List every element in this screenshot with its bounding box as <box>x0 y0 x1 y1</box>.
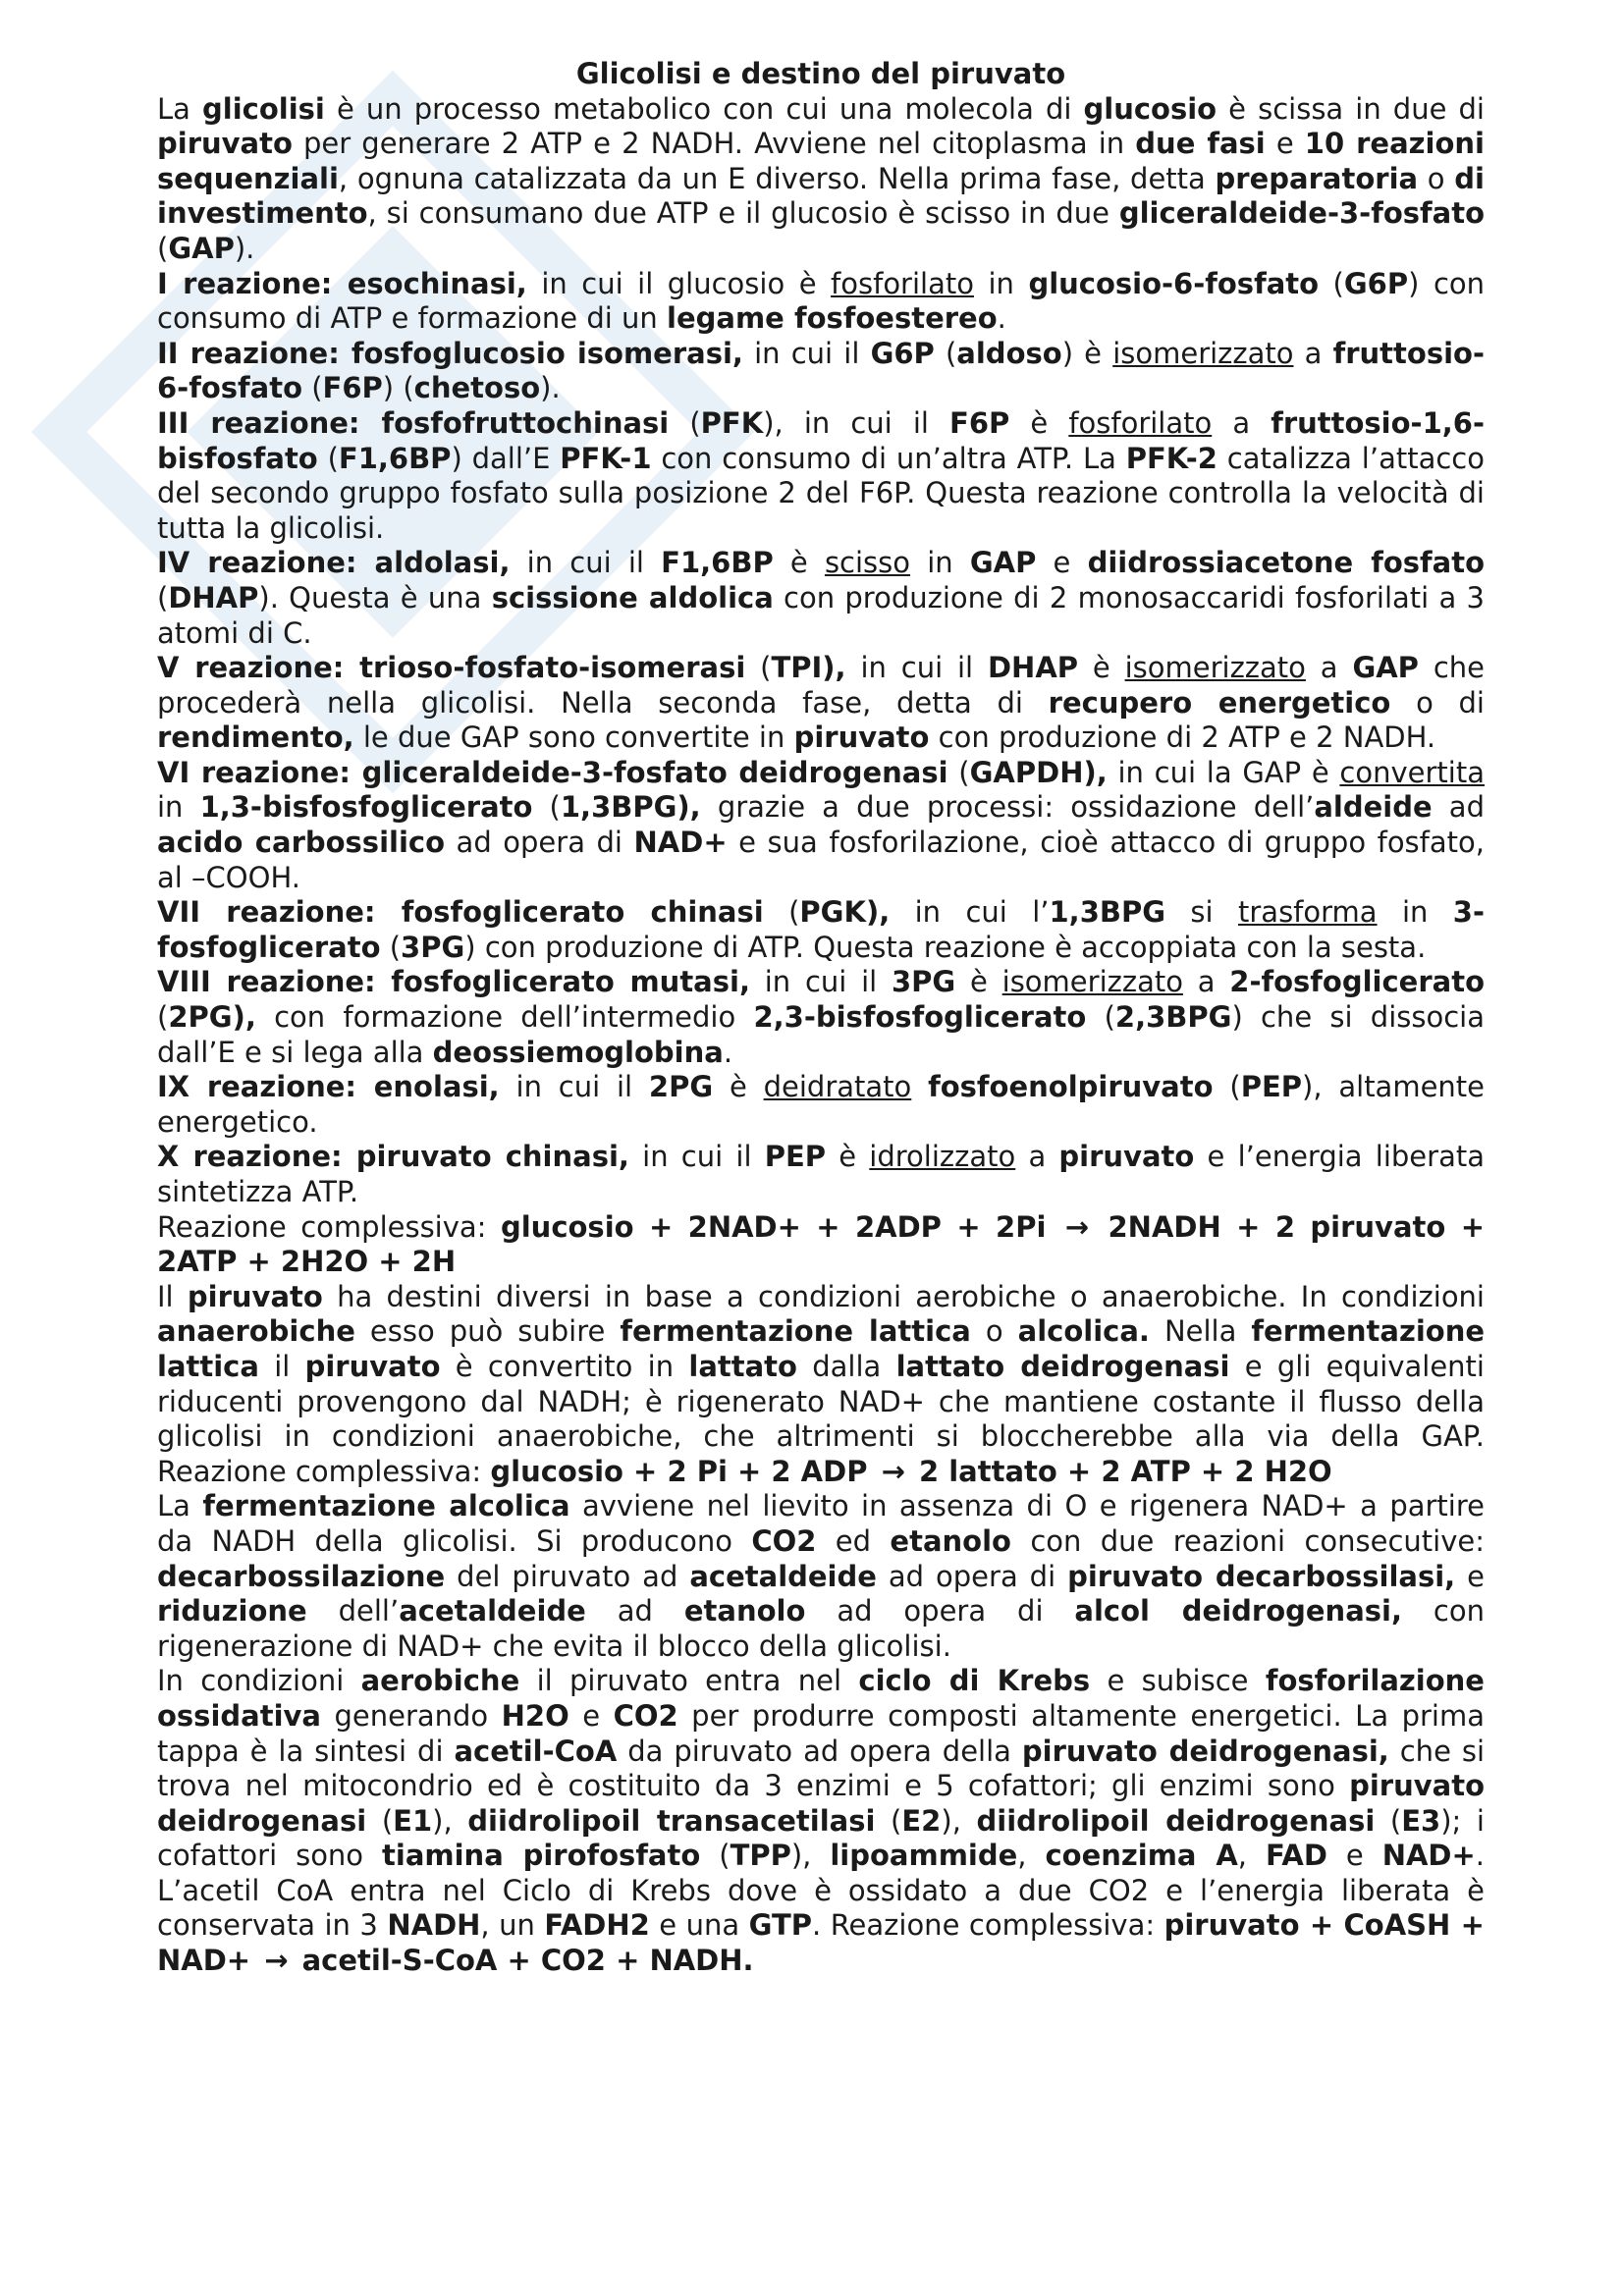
text-run: avviene nel lievito in assenza di O e rigenera NAD+ a partire da NADH della glicolisi. Si producono <box>157 1489 1485 1558</box>
text-run: GAPDH <box>969 755 1084 789</box>
text-run: 2-fosfoglicerato <box>1229 965 1485 999</box>
text-run: ) dall’E <box>451 441 561 475</box>
text-run: fermentazione alcolica <box>202 1489 570 1523</box>
text-run: X reazione: piruvato chinasi, <box>157 1140 629 1174</box>
text-run: è <box>1078 651 1125 685</box>
text-run: in cui il <box>499 1070 649 1104</box>
text-run: riduzione <box>157 1594 307 1629</box>
text-run: IV reazione: aldolasi, <box>157 546 511 580</box>
paragraph <box>157 92 1485 267</box>
text-run: decarbossilazione <box>157 1559 446 1593</box>
text-run: diidrolipoil transacetilasi <box>467 1803 876 1838</box>
text-run: NAD+ <box>633 826 728 860</box>
text-run: . Reazione complessiva: <box>812 1908 1164 1943</box>
text-run: E1 <box>393 1803 433 1838</box>
text-run: 2PG <box>648 1070 714 1104</box>
text-run: ) ( <box>382 371 414 405</box>
text-run: fosforilato <box>1068 405 1213 440</box>
text-run: 3PG <box>401 930 465 964</box>
text-run: ad opera di <box>805 1594 1075 1629</box>
text-run: alcol deidrogenasi, <box>1074 1594 1402 1629</box>
paragraph <box>157 337 1485 406</box>
text-run: del piruvato ad <box>445 1559 690 1593</box>
text-run: III reazione: fosfofruttochinasi <box>157 405 670 440</box>
text-run: ( <box>317 441 339 475</box>
text-run: con formazione dell’intermedio <box>255 1000 754 1035</box>
text-run: ( <box>380 930 402 964</box>
paragraph <box>157 1070 1485 1140</box>
text-run: In condizioni <box>157 1664 361 1698</box>
text-run: in <box>157 790 200 825</box>
text-run: . L’acetil CoA entra nel Ciclo di Krebs dove è ossidato a due CO2 e l’energia liberata è conservata in 3 <box>157 1839 1485 1943</box>
text-run: di investimento <box>157 161 1485 231</box>
text-run: fruttosio-1,6-bisfosfato <box>157 405 1485 475</box>
text-run: , <box>1017 1839 1046 1873</box>
text-run: ), altamente energetico. <box>157 1070 1486 1139</box>
text-run: con produzione di 2 ATP e 2 NADH. <box>929 721 1436 755</box>
text-run: è <box>955 965 1002 999</box>
text-run: ), <box>941 1803 977 1838</box>
text-run: FADH2 <box>544 1908 650 1943</box>
text-run: generando <box>321 1698 502 1733</box>
text-run: con consumo di un’altra ATP. La <box>651 441 1126 475</box>
text-run: è <box>1009 405 1069 440</box>
text-run: ). Questa è una <box>258 580 492 614</box>
text-run: GAP <box>168 231 235 265</box>
text-run: FAD <box>1265 1839 1327 1873</box>
text-run: esso può subire <box>354 1314 621 1349</box>
text-run: ( <box>366 1803 394 1838</box>
text-run: o <box>1418 161 1455 195</box>
text-run: 10 reazioni sequenziali <box>157 127 1486 195</box>
text-run: ciclo di Krebs <box>858 1664 1091 1698</box>
text-run: piruvato + CoASH + NAD+ <box>157 1908 1485 1978</box>
text-run: e <box>1455 1559 1485 1593</box>
text-run: in cui l’ <box>890 895 1050 930</box>
text-run: NADH <box>387 1908 481 1943</box>
text-run: IX reazione: enolasi, <box>157 1070 500 1104</box>
text-run: ) con consumo di ATP e formazione di un <box>157 266 1486 336</box>
text-run: G6P <box>1343 266 1409 300</box>
text-run: è <box>713 1070 764 1104</box>
text-run: piruvato <box>187 1279 323 1313</box>
text-run: 2 lattato + 2 ATP + 2 H2O <box>918 1454 1332 1488</box>
text-run: ) con produzione di ATP. Questa reazione è accoppiata con la sesta. <box>464 930 1427 964</box>
text-run: dell’ <box>306 1594 400 1629</box>
text-run: ), <box>865 895 891 930</box>
text-run: 2NADH + 2 piruvato + 2ATP + 2H2O + 2H <box>157 1209 1485 1279</box>
text-run: GAP <box>969 546 1037 580</box>
text-run: 2,3BPG <box>1114 1000 1232 1035</box>
text-run: ( <box>1213 1070 1241 1104</box>
text-run: 3PG <box>892 965 956 999</box>
text-run: II reazione: fosfoglucosio isomerasi, <box>157 336 743 370</box>
text-run: in cui il <box>845 651 988 685</box>
text-run: 3-fosfoglicerato <box>157 895 1485 964</box>
text-run: ( <box>763 895 800 930</box>
text-run: ( <box>875 1803 902 1838</box>
text-run: è <box>773 546 825 580</box>
text-run: ), <box>432 1803 468 1838</box>
text-run: alcolica. <box>1017 1314 1150 1349</box>
text-run: è un processo metabolico con cui una molecola di <box>324 91 1084 126</box>
text-run: piruvato deidrogenasi <box>157 1769 1485 1838</box>
text-run: , un <box>480 1908 545 1943</box>
text-run: ); i cofattori sono <box>157 1803 1485 1873</box>
text-run: dalla <box>796 1349 896 1383</box>
text-run: grazie a due processi: ossidazione dell’ <box>700 790 1315 825</box>
text-run: e gli equivalenti riducenti provengono dal NADH; è rigenerato NAD+ che mantiene costante il flusso della glicolisi in condizioni anaerobiche, che altrimenti si bloccherebbe alla via della GAP. Reazione complessiva: <box>157 1349 1485 1488</box>
text-run: ). <box>234 231 255 265</box>
text-run: è scissa in due di <box>1217 91 1485 126</box>
text-run: G6P <box>870 336 935 370</box>
text-run: fosfoenolpiruvato <box>928 1070 1214 1104</box>
text-run: ). <box>540 371 561 405</box>
text-run: F1,6BP <box>338 441 452 475</box>
paragraph <box>157 1280 1485 1490</box>
text-run: o <box>970 1314 1018 1349</box>
text-run: ( <box>1086 1000 1115 1035</box>
text-run: preparatoria <box>1215 161 1419 195</box>
text-run: con due reazioni consecutive: <box>1010 1523 1485 1558</box>
text-run: ), <box>822 651 846 685</box>
text-run: GAP <box>1352 651 1419 685</box>
text-run: glucosio + 2NAD+ + 2ADP + 2Pi <box>500 1209 1047 1244</box>
text-run: con produzione di 2 monosaccaridi fosforilati a 3 atomi di C. <box>157 580 1485 650</box>
text-run: V reazione: trioso-fosfato-isomerasi <box>157 651 746 685</box>
paragraph <box>157 406 1485 546</box>
text-run: ), <box>790 1839 831 1873</box>
text-run: due fasi <box>1135 127 1266 161</box>
text-run: CO2 <box>751 1523 817 1558</box>
text-run: 1,3-bisfosfoglicerato <box>199 790 533 825</box>
text-run: isomerizzato <box>1124 651 1306 685</box>
text-run: CO2 <box>613 1698 678 1733</box>
paragraph <box>157 546 1485 651</box>
text-run: ad <box>585 1594 684 1629</box>
document-page <box>157 57 1485 1979</box>
text-run: 1,3BPG <box>560 790 677 825</box>
text-run: diidrossiacetone fosfato <box>1087 546 1486 580</box>
text-run: a <box>1182 965 1230 999</box>
text-run: . <box>723 1035 733 1069</box>
text-run: Il <box>157 1279 188 1313</box>
text-run: PFK <box>700 405 764 440</box>
text-run: F6P <box>949 405 1010 440</box>
text-run: piruvato decarbossilasi, <box>1067 1559 1456 1593</box>
text-run: scisso <box>824 546 911 580</box>
text-run: VIII reazione: fosfoglicerato mutasi, <box>157 965 750 999</box>
paragraph <box>157 895 1485 965</box>
text-run: e <box>568 1698 614 1733</box>
text-run: piruvato <box>304 1349 441 1383</box>
text-run: trasforma <box>1238 895 1378 930</box>
text-run: scissione aldolica <box>491 580 774 614</box>
text-run: TPI <box>771 651 823 685</box>
text-run: glicolisi <box>202 91 325 126</box>
text-run: ( <box>157 1000 169 1035</box>
text-run: NAD+ <box>1381 1839 1476 1873</box>
text-run: anaerobiche <box>157 1314 355 1349</box>
text-run: piruvato <box>157 127 293 161</box>
text-run: chetoso <box>413 371 541 405</box>
text-run: a <box>1212 405 1271 440</box>
text-run: acetaldeide <box>399 1594 586 1629</box>
text-run: ad opera di <box>876 1559 1068 1593</box>
text-run: le due GAP sono convertite in <box>353 721 794 755</box>
text-run: acetil-CoA <box>454 1734 618 1768</box>
text-run: etanolo <box>890 1523 1011 1558</box>
text-run: ) è <box>1061 336 1113 370</box>
text-run: aerobiche <box>360 1664 520 1698</box>
text-run: La <box>157 1489 203 1523</box>
arrow-icon: → <box>1050 1209 1105 1244</box>
text-run: ad <box>1432 790 1485 825</box>
text-run: recupero energetico <box>1048 685 1391 720</box>
text-run: H2O <box>501 1698 569 1733</box>
text-run: ( <box>947 755 970 789</box>
text-run: ), <box>1083 755 1108 789</box>
text-run: per generare 2 ATP e 2 NADH. Avviene nel citoplasma in <box>292 127 1136 161</box>
text-run: ( <box>745 651 772 685</box>
text-run: fosforilato <box>831 266 974 300</box>
paragraph <box>157 1210 1485 1280</box>
text-run: deossiemoglobina <box>432 1035 724 1069</box>
text-run: GTP <box>748 1908 812 1943</box>
text-run: e una <box>649 1908 749 1943</box>
text-run: a <box>1015 1140 1059 1174</box>
text-run: è <box>826 1140 870 1174</box>
text-run: a <box>1293 336 1333 370</box>
text-run: in <box>910 546 970 580</box>
text-run: o di <box>1390 685 1485 720</box>
text-run: ( <box>700 1839 730 1873</box>
text-run: glucosio + 2 Pi + 2 ADP <box>490 1454 868 1488</box>
paragraph <box>157 756 1485 895</box>
text-run: . <box>997 301 1006 336</box>
text-run: PEP <box>1240 1070 1303 1104</box>
text-run: catalizza l’attacco del secondo gruppo fosfato sulla posizione 2 del F6P. Questa reazione controlla la velocità di tutta la glicolisi. <box>157 441 1485 545</box>
text-run: e <box>1326 1839 1382 1873</box>
arrow-icon: → <box>254 1944 298 1978</box>
text-run: ( <box>1319 266 1344 300</box>
text-run: ), in cui il <box>763 405 950 440</box>
text-run: ad opera di <box>445 826 634 860</box>
text-run: VII reazione: fosfoglicerato chinasi <box>157 895 764 930</box>
document-body <box>157 92 1485 1979</box>
text-run: ( <box>157 231 169 265</box>
text-run: ), <box>232 1000 256 1035</box>
text-run: acido carbossilico <box>157 826 446 860</box>
text-run: glucosio-6-fosfato <box>1028 266 1320 300</box>
text-run: piruvato <box>1058 1140 1195 1174</box>
text-run: e <box>1036 546 1088 580</box>
text-run: e sua fosforilazione, cioè attacco di gruppo fosfato, al –COOH. <box>157 826 1485 894</box>
text-run: etanolo <box>683 1594 806 1629</box>
text-run: PEP <box>764 1140 827 1174</box>
text-run: in cui il glucosio è <box>526 266 832 300</box>
text-run: PFK-1 <box>560 441 652 475</box>
text-run: per produrre composti altamente energetici. La prima tappa è la sintesi di <box>157 1698 1485 1768</box>
text-run: glucosio <box>1083 91 1217 126</box>
text-run: PFK-2 <box>1125 441 1217 475</box>
text-run: 2,3-bisfosfoglicerato <box>753 1000 1087 1035</box>
text-run: PGK <box>799 895 866 930</box>
text-run: lattato <box>688 1349 797 1383</box>
text-run: e subisce <box>1090 1664 1266 1698</box>
text-run: fruttosio-6-fosfato <box>157 336 1485 405</box>
text-run: Nella <box>1149 1314 1252 1349</box>
text-run: tiamina pirofosfato <box>382 1839 701 1873</box>
text-run: 1,3BPG <box>1049 895 1166 930</box>
text-run: in cui il <box>628 1140 765 1174</box>
paragraph <box>157 267 1485 337</box>
text-run: , ognuna catalizzata da un E diverso. Nella prima fase, detta <box>338 161 1216 195</box>
text-run: in cui la GAP è <box>1107 755 1340 789</box>
text-run: ha destini diversi in base a condizioni aerobiche o anaerobiche. In condizioni <box>322 1279 1485 1313</box>
text-run: ( <box>1375 1803 1402 1838</box>
text-run: e l’energia liberata sintetizza ATP. <box>157 1140 1485 1208</box>
text-run: da piruvato ad opera della <box>617 1734 1022 1768</box>
text-run: acetaldeide <box>689 1559 877 1593</box>
text-run: , si consumano due ATP e il glucosio è scisso in due <box>367 196 1119 231</box>
text-run: il <box>258 1349 305 1383</box>
text-run: lattato deidrogenasi <box>895 1349 1230 1383</box>
arrow-icon: → <box>871 1454 915 1488</box>
text-run: DHAP <box>168 580 259 614</box>
text-run: ( <box>302 371 323 405</box>
text-run: , <box>1237 1839 1266 1873</box>
text-run: in <box>1377 895 1453 930</box>
text-run: Reazione complessiva: <box>157 1209 501 1244</box>
text-run: F6P <box>322 371 383 405</box>
text-run: a <box>1305 651 1353 685</box>
text-run: ( <box>934 336 957 370</box>
text-run: TPP <box>730 1839 791 1873</box>
text-run: è convertito in <box>440 1349 689 1383</box>
text-run: isomerizzato <box>1112 336 1294 370</box>
text-run: isomerizzato <box>1001 965 1183 999</box>
document-title: Glicolisi e destino del piruvato <box>575 57 1066 90</box>
text-run: ( <box>532 790 561 825</box>
text-run: ed <box>816 1523 891 1558</box>
paragraph <box>157 1664 1485 1978</box>
text-run: E2 <box>901 1803 942 1838</box>
text-run: in <box>973 266 1029 300</box>
text-run: I reazione: esochinasi, <box>157 266 527 300</box>
text-run: VI reazione: gliceraldeide-3-fosfato deidrogenasi <box>157 755 948 789</box>
text-run: E3 <box>1401 1803 1441 1838</box>
text-run: legame fosfoestereo <box>667 301 998 336</box>
text-run: ), <box>676 790 701 825</box>
text-run: che si trova nel mitocondrio ed è costituito da 3 enzimi e 5 cofattori; gli enzimi sono <box>157 1734 1486 1803</box>
text-run <box>911 1070 928 1103</box>
text-run: il piruvato entra nel <box>519 1664 859 1698</box>
text-run: aldoso <box>956 336 1062 370</box>
text-run: F1,6BP <box>661 546 774 580</box>
text-run: coenzima A <box>1045 1839 1238 1873</box>
text-run: lipoammide <box>830 1839 1018 1873</box>
text-run: aldeide <box>1314 790 1433 825</box>
text-run: convertita <box>1339 755 1485 789</box>
text-run: deidratato <box>763 1070 912 1104</box>
text-run: fermentazione lattica <box>620 1314 971 1349</box>
text-run: DHAP <box>987 651 1079 685</box>
text-run: e <box>1265 127 1305 161</box>
text-run: in cui il <box>742 336 871 370</box>
text-run: piruvato <box>793 721 930 755</box>
text-run: rendimento, <box>157 721 354 755</box>
text-run: ( <box>669 405 701 440</box>
text-run: diidrolipoil deidrogenasi <box>976 1803 1376 1838</box>
paragraph <box>157 651 1485 756</box>
text-run: 2PG <box>168 1000 233 1035</box>
text-run: fosforilazione ossidativa <box>157 1664 1485 1733</box>
text-run: che procederà nella glicolisi. Nella seconda fase, detta di <box>157 651 1485 720</box>
text-run: La <box>157 91 203 126</box>
text-run: gliceraldeide-3-fosfato <box>1118 196 1485 231</box>
paragraph <box>157 1489 1485 1664</box>
text-run: ( <box>157 580 169 614</box>
text-run: in cui il <box>510 546 662 580</box>
text-run: piruvato deidrogenasi, <box>1021 1734 1389 1768</box>
paragraph <box>157 1140 1485 1209</box>
text-run: ) che si dissocia dall’E e si lega alla <box>157 1000 1485 1069</box>
text-run: acetil-S-CoA + CO2 + NADH. <box>301 1944 754 1978</box>
text-run: si <box>1165 895 1238 930</box>
paragraph <box>157 965 1485 1070</box>
text-run: fermentazione lattica <box>157 1314 1486 1383</box>
text-run: in cui il <box>749 965 892 999</box>
text-run: idrolizzato <box>869 1140 1016 1174</box>
text-run: con rigenerazione di NAD+ che evita il blocco della glicolisi. <box>157 1594 1485 1663</box>
